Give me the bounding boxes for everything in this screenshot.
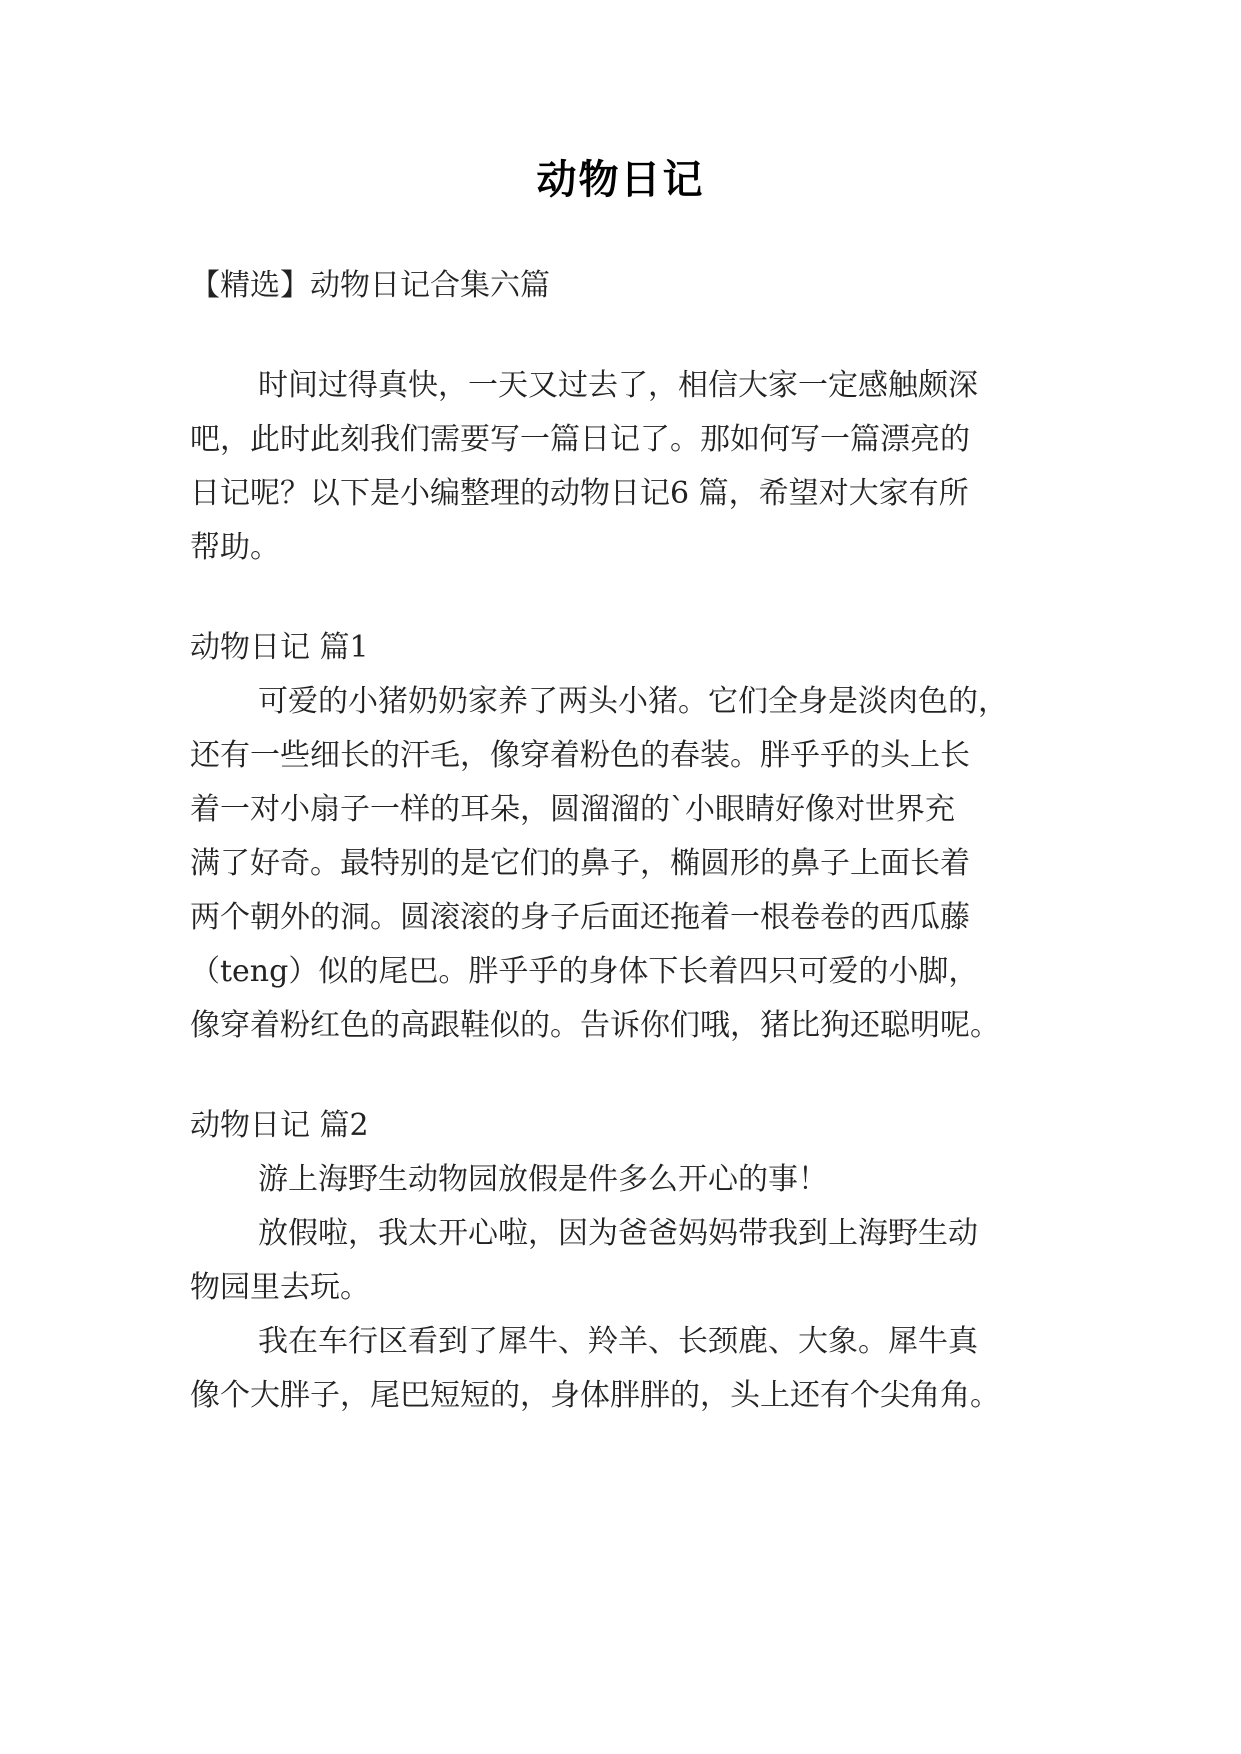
section1-line: 满了好奇。最特别的是它们的鼻子，椭圆形的鼻子上面长着 — [190, 846, 970, 881]
section1-line: 像穿着粉红色的高跟鞋似的。告诉你们哦，猪比狗还聪明呢。 — [190, 1008, 1000, 1043]
section1-line: 可爱的小猪奶奶家养了两头小猪。它们全身是淡肉色的， — [258, 684, 1008, 719]
section-heading-1: 动物日记 篇1 — [190, 630, 369, 665]
section2-line: 我在车行区看到了犀牛、羚羊、长颈鹿、大象。犀牛真 — [258, 1324, 978, 1359]
section2-line: 物园里去玩。 — [190, 1270, 370, 1305]
intro-line: 吧，此时此刻我们需要写一篇日记了。那如何写一篇漂亮的 — [190, 422, 970, 457]
section1-line: 还有一些细长的汗毛，像穿着粉色的春装。胖乎乎的头上长 — [190, 738, 970, 773]
section1-line: （teng）似的尾巴。胖乎乎的身体下长着四只可爱的小脚， — [190, 954, 979, 989]
section-heading-2: 动物日记 篇2 — [190, 1108, 369, 1143]
section2-line: 游上海野生动物园放假是件多么开心的事！ — [258, 1162, 828, 1197]
intro-line: 日记呢？以下是小编整理的动物日记6 篇，希望对大家有所 — [190, 476, 969, 511]
intro-line: 时间过得真快，一天又过去了，相信大家一定感触颇深 — [258, 368, 978, 403]
intro-line: 帮助。 — [190, 530, 280, 565]
section1-line: 两个朝外的洞。圆滚滚的身子后面还拖着一根卷卷的西瓜藤 — [190, 900, 970, 935]
section1-line: 着一对小扇子一样的耳朵，圆溜溜的`小眼睛好像对世界充 — [190, 792, 955, 827]
document-title: 动物日记 — [536, 157, 705, 203]
section2-line: 放假啦，我太开心啦，因为爸爸妈妈带我到上海野生动 — [258, 1216, 978, 1251]
document-subtitle: 【精选】动物日记合集六篇 — [190, 268, 550, 303]
section2-line: 像个大胖子，尾巴短短的，身体胖胖的，头上还有个尖角角。 — [190, 1378, 1000, 1413]
